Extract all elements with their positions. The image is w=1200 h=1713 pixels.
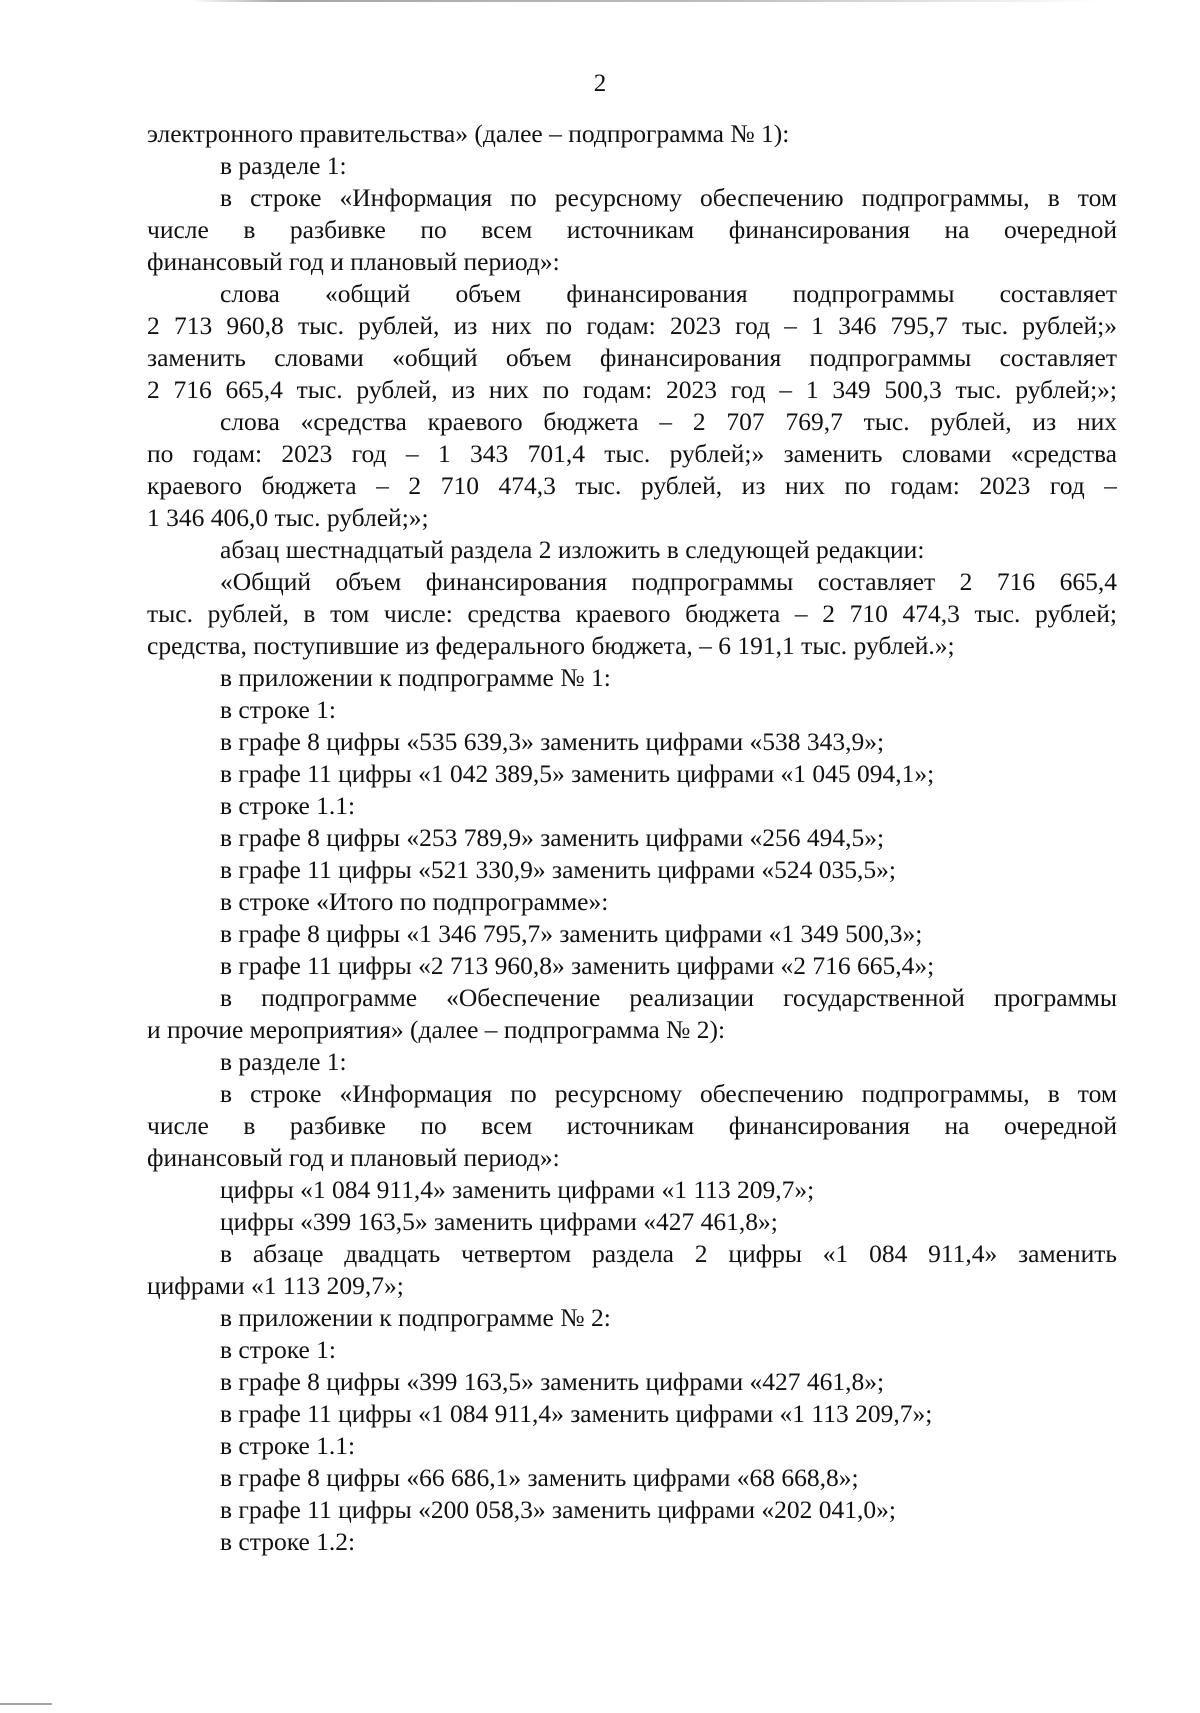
text-line: тыс. рублей, в том числе: средства краевого бюджета – 2 710 474,3 тыс. рублей;: [147, 599, 1117, 628]
text-line: заменить словами «общий объем финансирования подпрограммы составляет: [147, 343, 1117, 372]
text-line: числе в разбивке по всем источникам финансирования на очередной: [147, 1111, 1117, 1140]
text-line: в строке «Информация по ресурсному обеспечению подпрограммы, в том: [220, 183, 1117, 212]
text-line: цифры «399 163,5» заменить цифрами «427 461,8»;: [220, 1207, 778, 1236]
text-line: в графе 11 цифры «2 713 960,8» заменить цифрами «2 716 665,4»;: [220, 951, 935, 980]
text-line: 2 716 665,4 тыс. рублей, из них по годам: 2023 год – 1 349 500,3 тыс. рублей;»;: [147, 375, 1117, 404]
text-line: в подпрограмме «Обеспечение реализации государственной программы: [220, 983, 1117, 1012]
text-line: в графе 8 цифры «535 639,3» заменить цифрами «538 343,9»;: [220, 727, 885, 756]
text-line: в графе 11 цифры «1 084 911,4» заменить цифрами «1 113 209,7»;: [220, 1399, 933, 1428]
text-line: цифры «1 084 911,4» заменить цифрами «1 113 209,7»;: [220, 1175, 815, 1204]
text-line: в строке 1.1:: [220, 1431, 356, 1460]
text-line: слова «общий объем финансирования подпрограммы составляет: [220, 279, 1117, 308]
text-line: в строке 1:: [220, 1335, 336, 1364]
text-line: слова «средства краевого бюджета – 2 707 769,7 тыс. рублей, из них: [220, 407, 1117, 436]
text-line: 1 346 406,0 тыс. рублей;»;: [147, 503, 429, 532]
text-line: в разделе 1:: [220, 1047, 347, 1076]
text-line: в графе 8 цифры «66 686,1» заменить цифрами «68 668,8»;: [220, 1463, 859, 1492]
text-line: в строке 1.2:: [220, 1527, 356, 1556]
text-line: в строке «Итого по подпрограмме»:: [220, 887, 609, 916]
text-line: цифрами «1 113 209,7»;: [147, 1271, 404, 1300]
text-line: в графе 11 цифры «1 042 389,5» заменить цифрами «1 045 094,1»;: [220, 759, 935, 788]
text-line: в графе 8 цифры «253 789,9» заменить цифрами «256 494,5»;: [220, 823, 885, 852]
text-line: 2 713 960,8 тыс. рублей, из них по годам: 2023 год – 1 346 795,7 тыс. рублей;»: [147, 311, 1117, 340]
text-line: в графе 8 цифры «1 346 795,7» заменить цифрами «1 349 500,3»;: [220, 919, 923, 948]
text-line: средства, поступившие из федерального бюджета, – 6 191,1 тыс. рублей.»;: [147, 631, 955, 660]
text-line: в графе 11 цифры «521 330,9» заменить цифрами «524 035,5»;: [220, 855, 896, 884]
text-line: в строке «Информация по ресурсному обеспечению подпрограммы, в том: [220, 1079, 1117, 1108]
text-line: по годам: 2023 год – 1 343 701,4 тыс. рублей;» заменить словами «средства: [147, 439, 1117, 468]
text-line: в графе 8 цифры «399 163,5» заменить цифрами «427 461,8»;: [220, 1367, 885, 1396]
text-line: финансовый год и плановый период»:: [147, 1143, 560, 1172]
text-line: в строке 1:: [220, 695, 336, 724]
scan-edge-bottom: [0, 1703, 52, 1705]
text-line: в графе 11 цифры «200 058,3» заменить цифрами «202 041,0»;: [220, 1495, 896, 1524]
text-line: в разделе 1:: [220, 151, 347, 180]
text-line: в приложении к подпрограмме № 1:: [220, 663, 611, 692]
scan-edge-top: [190, 0, 1100, 2]
page-number: 2: [593, 70, 607, 97]
text-line: финансовый год и плановый период»:: [147, 247, 560, 276]
text-line: в абзаце двадцать четвертом раздела 2 цифры «1 084 911,4» заменить: [220, 1239, 1117, 1268]
document-body: [147, 118, 1117, 1558]
text-line: абзац шестнадцатый раздела 2 изложить в следующей редакции:: [220, 535, 925, 564]
text-line: краевого бюджета – 2 710 474,3 тыс. рублей, из них по годам: 2023 год –: [147, 471, 1117, 500]
text-line: в строке 1.1:: [220, 791, 356, 820]
text-line: электронного правительства» (далее – подпрограмма № 1):: [147, 119, 790, 148]
text-line: в приложении к подпрограмме № 2:: [220, 1303, 611, 1332]
text-line: числе в разбивке по всем источникам финансирования на очередной: [147, 215, 1117, 244]
text-line: «Общий объем финансирования подпрограммы составляет 2 716 665,4: [220, 567, 1117, 596]
text-line: и прочие мероприятия» (далее – подпрограмма № 2):: [147, 1015, 726, 1044]
